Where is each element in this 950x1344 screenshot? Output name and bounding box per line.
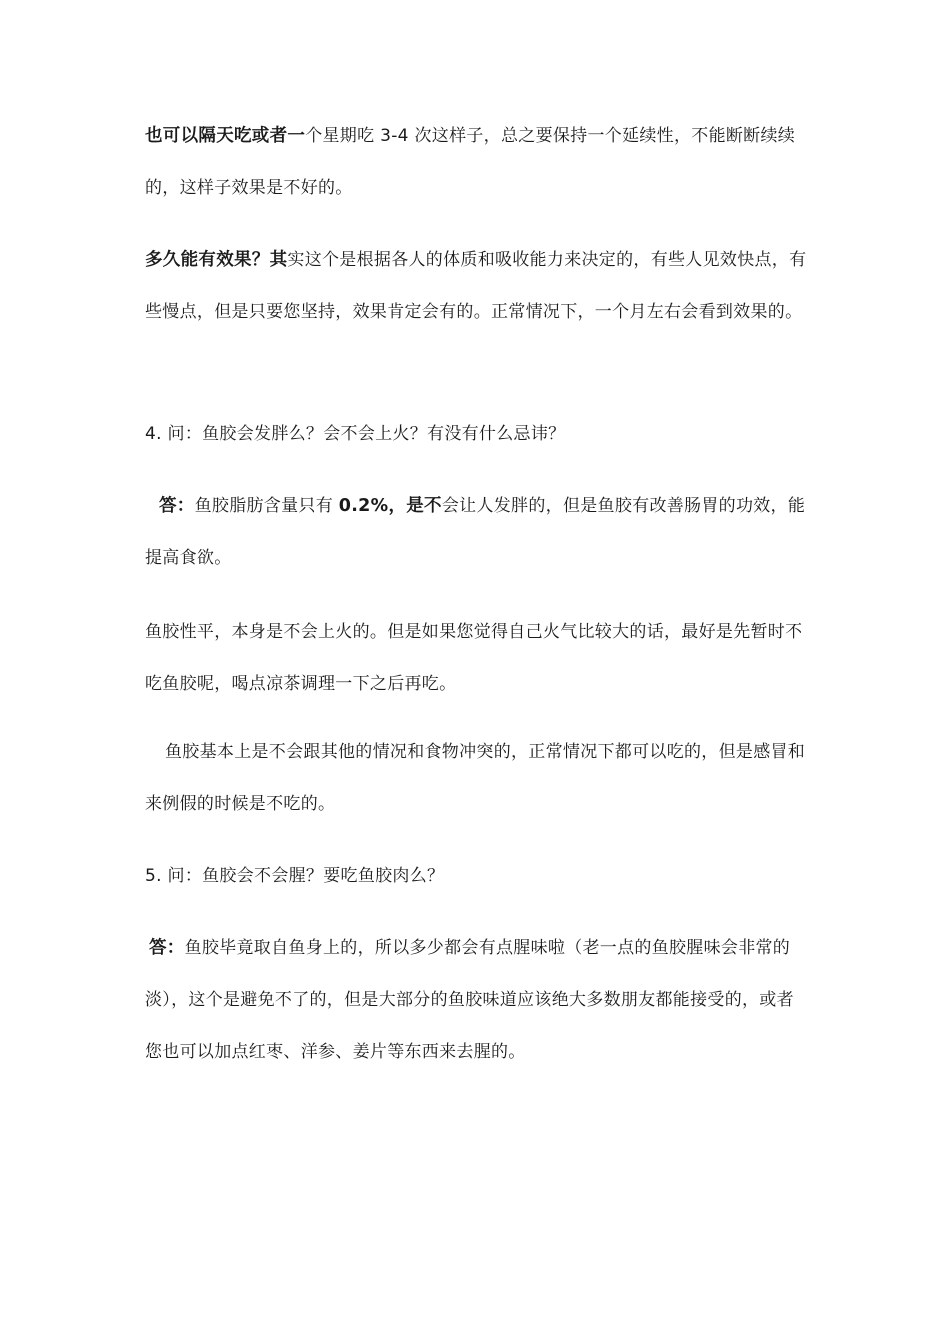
answer-5-label: 答：	[149, 938, 185, 958]
paragraph-frequency	[145, 110, 810, 214]
paragraph-effect-time-text: 实这个是根据各人的体质和吸收能力来决定的，有些人见效快点，有些慢点，但是只要您坚持，效果肯定会有的。正常情况下，一个月左右会看到效果的。	[145, 250, 807, 322]
paragraph-conflicts-text: 鱼胶基本上是不会跟其他的情况和食物冲突的，正常情况下都可以吃的，但是感冒和来例假的时候是不吃的。	[145, 742, 806, 814]
paragraph-effect-time-bold: 多久能有效果？其	[145, 250, 288, 270]
paragraph-effect-time	[145, 234, 810, 338]
answer-4-bold-2: 0.2%，是不	[338, 496, 442, 516]
question-4: 4. 问：鱼胶会发胖么？会不会上火？有没有什么忌讳？	[145, 424, 566, 444]
paragraph-frequency-bold: 也可以隔天吃或者一	[145, 126, 306, 146]
answer-5-text: 鱼胶毕竟取自鱼身上的，所以多少都会有点腥味啦（老一点的鱼胶腥味会非常的淡），这个是避免不了的，但是大部分的鱼胶味道应该绝大多数朋友都能接受的，或者您也可以加点红枣、洋参、姜片等东西来去腥的。	[145, 938, 794, 1062]
answer-4-label: 答：	[159, 496, 195, 516]
answer-4-text-2: 会让人发胖的，但是鱼胶有改善肠胃的功效，能提高食欲。	[145, 496, 806, 568]
paragraph-heat: 鱼胶性平，本身是不会上火的。但是如果您觉得自己火气比较大的话，最好是先暂时不吃鱼胶呢，喝点凉茶调理一下之后再吃。	[145, 622, 803, 694]
answer-4-text-1: 鱼胶脂肪含量只有	[194, 496, 339, 516]
paragraph-frequency-text: 个星期吃 3-4 次这样子，总之要保持一个延续性，不能断断续续的，这样子效果是不好的。	[145, 126, 796, 198]
answer-4	[145, 480, 810, 584]
answer-5	[145, 922, 810, 1078]
question-5: 5. 问：鱼胶会不会腥？要吃鱼胶肉么？	[145, 866, 445, 886]
paragraph-conflicts	[145, 726, 810, 830]
